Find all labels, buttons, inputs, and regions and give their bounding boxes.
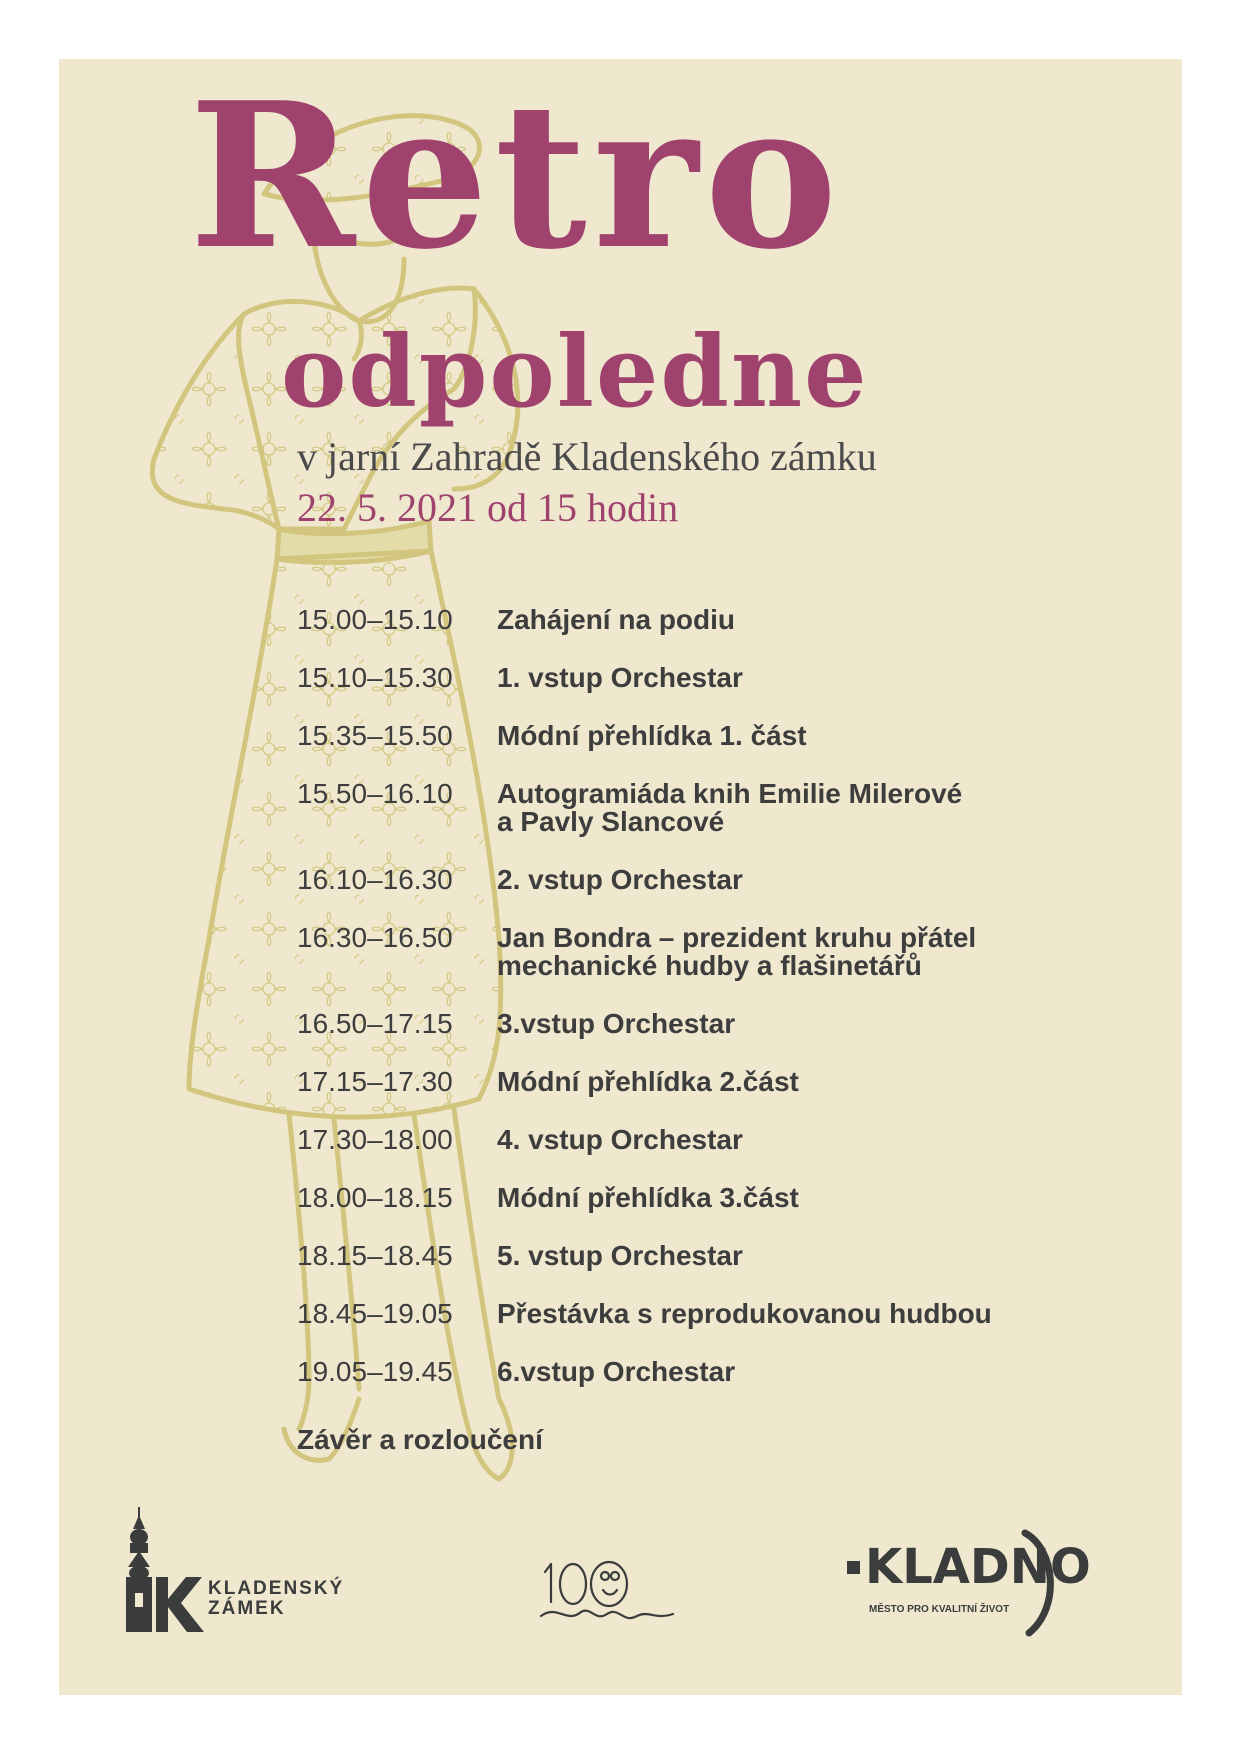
schedule-list [297, 606, 1097, 1416]
schedule-row [297, 1300, 1097, 1328]
schedule-event: 4. vstup Orchestar [497, 1124, 743, 1155]
schedule-row [297, 606, 1097, 634]
schedule-time: 16.10–16.30 [297, 864, 453, 895]
schedule-time: 18.15–18.45 [297, 1240, 453, 1271]
schedule-event: Jan Bondra – prezident kruhu přátel mechanické hudby a flašinetářů [497, 922, 977, 981]
schedule-time: 16.30–16.50 [297, 922, 453, 953]
event-date: 22. 5. 2021 od 15 hodin [297, 485, 679, 530]
schedule-time: 17.15–17.30 [297, 1066, 453, 1097]
kladno-tagline: MĚSTO PRO KVALITNÍ ŽIVOT [869, 1604, 1010, 1615]
schedule-time: 18.45–19.05 [297, 1298, 453, 1329]
schedule-time: 18.00–18.15 [297, 1182, 453, 1213]
schedule-row [297, 866, 1097, 894]
schedule-time: 19.05–19.45 [297, 1356, 453, 1387]
schedule-row [297, 1068, 1097, 1096]
schedule-event: 2. vstup Orchestar [497, 864, 743, 895]
schedule-event: Přestávka s reprodukovanou hudbou [497, 1298, 992, 1329]
schedule-time: 17.30–18.00 [297, 1124, 453, 1155]
poster [59, 59, 1182, 1695]
schedule-event: 3.vstup Orchestar [497, 1008, 736, 1039]
kladensky-zamek-logo [124, 1507, 354, 1632]
schedule-row [297, 1184, 1097, 1212]
schedule-row [297, 1358, 1097, 1386]
schedule-row [297, 1010, 1097, 1038]
schedule-time: 15.00–15.10 [297, 604, 453, 635]
poster-title: Retro [189, 59, 844, 294]
kladno-logo [847, 1529, 1091, 1639]
schedule-row [297, 1126, 1097, 1154]
schedule-event: Módní přehlídka 2.část [497, 1066, 799, 1097]
schedule-time: 15.35–15.50 [297, 720, 453, 751]
castle-tower-icon [124, 1507, 208, 1632]
schedule-event: 1. vstup Orchestar [497, 662, 743, 693]
schedule-row [297, 664, 1097, 692]
schedule-time: 15.10–15.30 [297, 662, 453, 693]
schedule-event: Módní přehlídka 3.část [497, 1182, 799, 1213]
schedule-time: 15.50–16.10 [297, 778, 453, 809]
schedule-event: Autogramiáda knih Emilie Milerové a Pavly Slancové [497, 778, 963, 837]
schedule-row [297, 780, 1097, 836]
schedule-row [297, 722, 1097, 750]
schedule-time: 16.50–17.15 [297, 1008, 453, 1039]
anniversary-logo [537, 1554, 677, 1634]
event-location: v jarní Zahradě Kladenského zámku [297, 434, 877, 479]
schedule-row [297, 1242, 1097, 1270]
schedule-event: 5. vstup Orchestar [497, 1240, 743, 1271]
kladno-brand-text: KLADNO [865, 1539, 1091, 1595]
poster-subtitle: odpoledne [281, 315, 869, 430]
schedule-event: Zahájení na podiu [497, 604, 736, 635]
zamek-logo-text: KLADENSKÝ ZÁMEK [208, 1578, 345, 1619]
schedule-row [297, 924, 1097, 980]
mole-icon [537, 1554, 677, 1634]
schedule-event: 6.vstup Orchestar [497, 1356, 736, 1387]
closing-note: Závěr a rozloučení [297, 1424, 543, 1455]
schedule-event: Módní přehlídka 1. část [497, 720, 807, 751]
